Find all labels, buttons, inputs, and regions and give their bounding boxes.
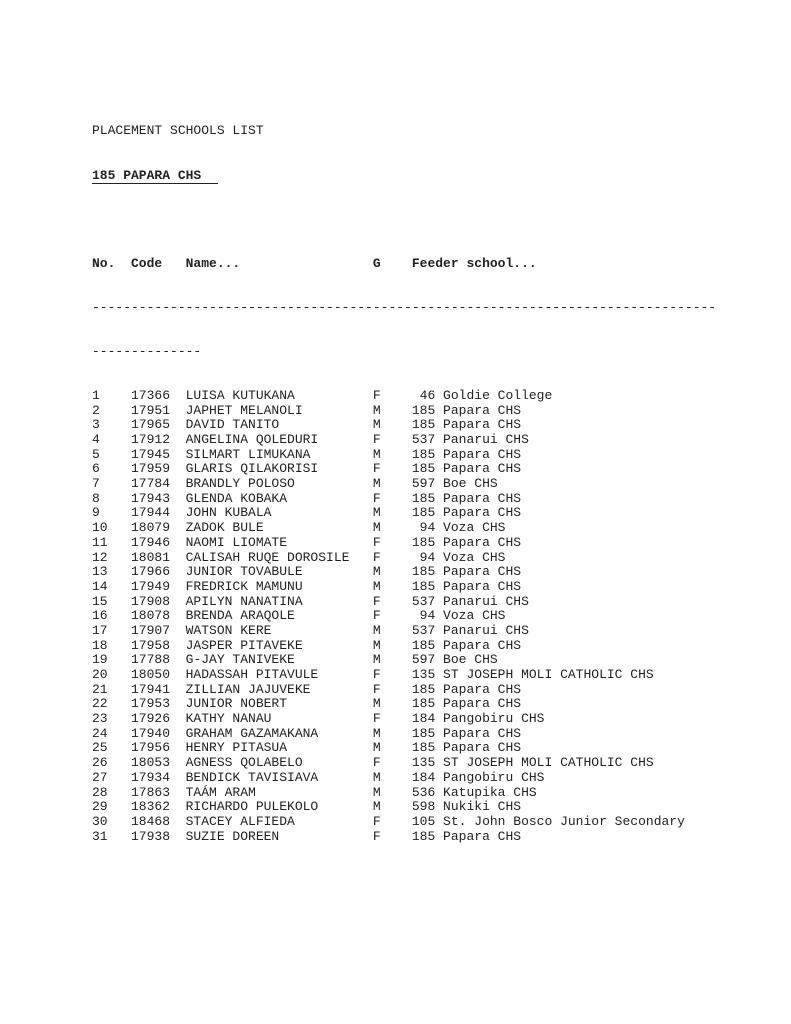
table-row: 23 17926 KATHY NANAU F 184 Pangobiru CHS — [92, 711, 545, 727]
table-row: 11 17946 NAOMI LIOMATE F 185 Papara CHS — [92, 534, 522, 550]
table-row: 17 17907 WATSON KERE M 537 Panarui CHS — [92, 622, 529, 638]
report-title: PLACEMENT SCHOOLS LIST — [92, 123, 264, 139]
table-row: 9 17944 JOHN KUBALA M 185 Papara CHS — [92, 505, 522, 521]
column-header-row: No. Code Name... G Feeder school... — [92, 255, 537, 271]
table-row: 22 17953 JUNIOR NOBERT M 185 Papara CHS — [92, 696, 522, 712]
table-row: 29 18362 RICHARDO PULEKOLO M 598 Nukiki CHS — [92, 799, 522, 815]
table-row: 27 17934 BENDICK TAVISIAVA M 184 Pangobiru CHS — [92, 769, 545, 785]
table-rows — [92, 389, 716, 844]
table-row: 24 17940 GRAHAM GAZAMAKANA M 185 Papara CHS — [92, 725, 522, 741]
table-row: 25 17956 HENRY PITASUA M 185 Papara CHS — [92, 740, 522, 756]
table-row: 31 17938 SUZIE DOREEN F 185 Papara CHS — [92, 828, 522, 844]
table-row: 16 18078 BRENDA ARAQOLE F 94 Voza CHS — [92, 608, 506, 624]
table-row: 14 17949 FREDRICK MAMUNU M 185 Papara CHS — [92, 578, 522, 594]
table-row: 15 17908 APILYN NANATINA F 537 Panarui CHS — [92, 593, 529, 609]
table-row: 26 18053 AGNESS QOLABELO F 135 ST JOSEPH MOLI CATHOLIC CHS — [92, 755, 654, 771]
table-row: 2 17951 JAPHET MELANOLI M 185 Papara CHS — [92, 402, 522, 418]
table-row: 28 17863 TAÁM ARAM M 536 Katupika CHS — [92, 784, 537, 800]
table-row: 7 17784 BRANDLY POLOSO M 597 Boe CHS — [92, 476, 498, 492]
table-row: 12 18081 CALISAH RUQE DOROSILE F 94 Voza CHS — [92, 549, 506, 565]
school-heading-line — [92, 169, 716, 184]
table-row: 18 17958 JASPER PITAVEKE M 185 Papara CHS — [92, 637, 522, 653]
table-row: 1 17366 LUISA KUTUKANA F 46 Goldie College — [92, 387, 553, 403]
table-row: 10 18079 ZADOK BULE M 94 Voza CHS — [92, 520, 506, 536]
table-row: 3 17965 DAVID TANITO M 185 Papara CHS — [92, 417, 522, 433]
table-row: 6 17959 GLARIS QILAKORISI F 185 Papara CHS — [92, 461, 522, 477]
table-row: 21 17941 ZILLIAN JAJUVEKE F 185 Papara CHS — [92, 681, 522, 697]
table-row: 20 18050 HADASSAH PITAVULE F 135 ST JOSEPH MOLI CATHOLIC CHS — [92, 667, 654, 683]
blank-line — [92, 213, 716, 228]
table-row: 5 17945 SILMART LIMUKANA M 185 Papara CHS — [92, 446, 522, 462]
table-row: 19 17788 G-JAY TANIVEKE M 597 Boe CHS — [92, 652, 498, 668]
table-row: 8 17943 GLENDA KOBAKA F 185 Papara CHS — [92, 490, 522, 506]
table-row: 4 17912 ANGELINA QOLEDURI F 537 Panarui CHS — [92, 432, 529, 448]
placement-schools-report — [92, 95, 716, 874]
table-row: 30 18468 STACEY ALFIEDA F 105 St. John Bosco Junior Secondary — [92, 813, 685, 829]
separator-line-1: -------------------------------------------------------------------------------- — [92, 299, 717, 315]
school-heading: 185 PAPARA CHS — [92, 169, 218, 185]
separator-line-2: -------------- — [92, 343, 202, 359]
table-row: 13 17966 JUNIOR TOVABULE M 185 Papara CHS — [92, 564, 522, 580]
